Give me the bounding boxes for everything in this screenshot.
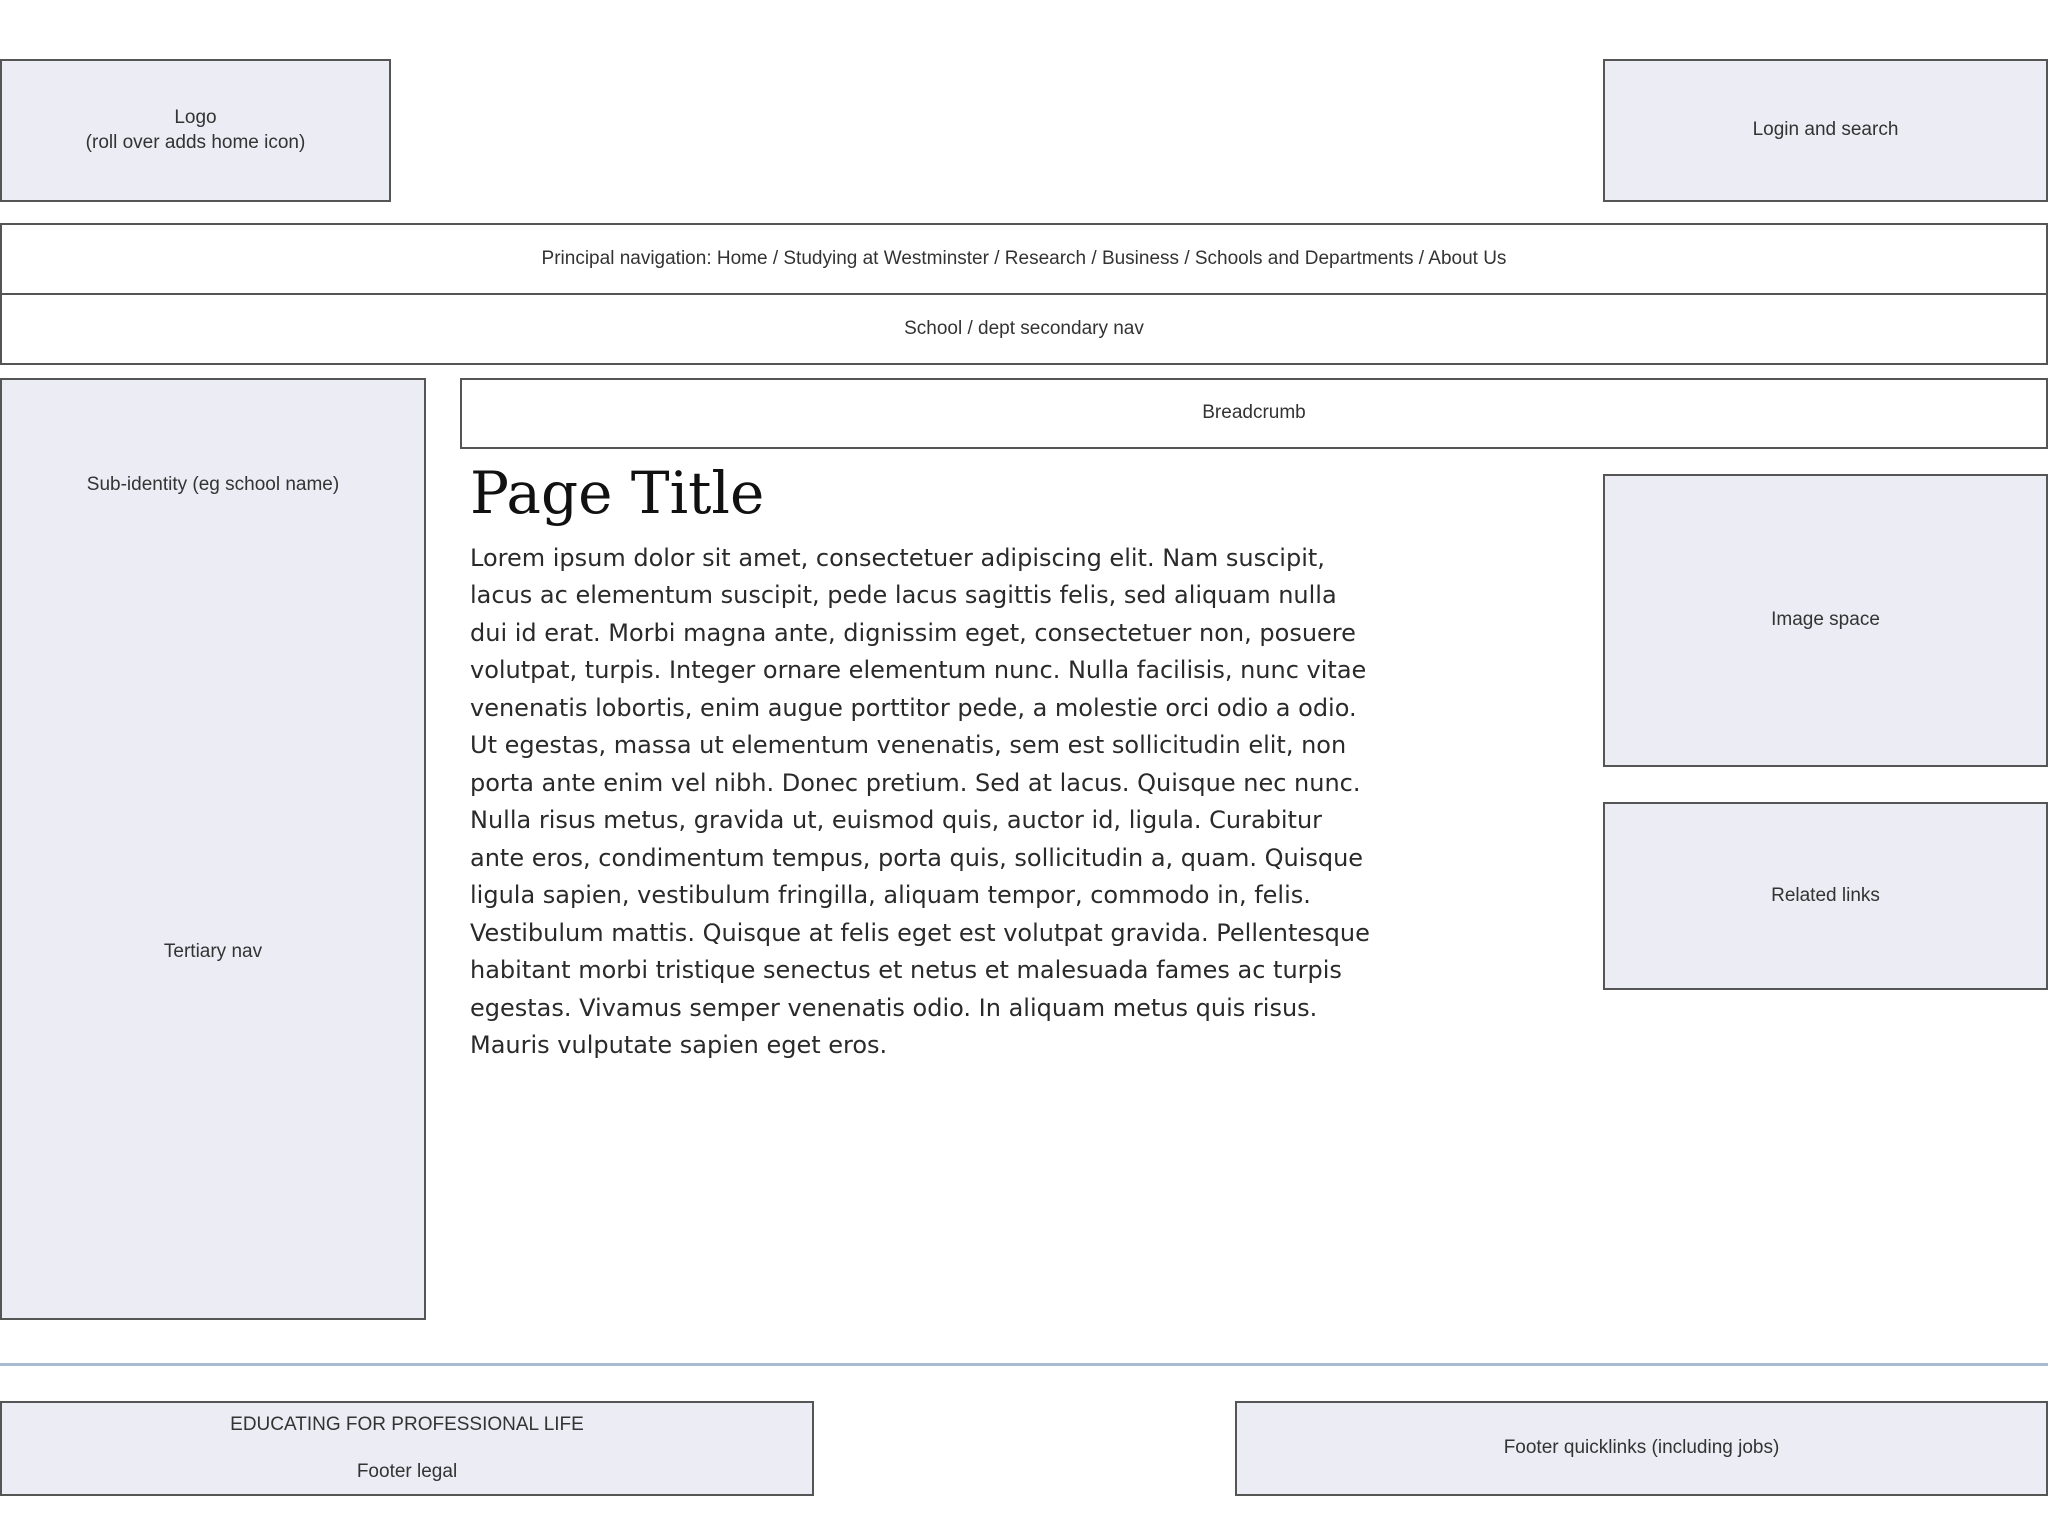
principal-navigation-label: Principal navigation: Home / Studying at Westminster / Research / Business / Schools and Departments / About Us [541,247,1507,269]
logo-label: Logo [174,106,217,128]
footer-divider [0,1363,2048,1366]
footer-quicklinks-placeholder[interactable] [1235,1401,2048,1496]
login-search-placeholder[interactable] [1603,59,2048,202]
secondary-navigation-label: School / dept secondary nav [904,317,1144,339]
footer-legal-placeholder [0,1401,814,1496]
image-space-placeholder [1603,474,2048,767]
principal-navigation[interactable] [0,223,2048,295]
logo-note: (roll over adds home icon) [85,131,306,153]
left-sidebar [0,378,426,1320]
breadcrumb[interactable] [460,378,2048,449]
login-search-label: Login and search [1752,119,1899,141]
tertiary-nav[interactable]: Tertiary nav [163,941,263,962]
sub-identity-label: Sub-identity (eg school name) [86,474,340,495]
logo-placeholder[interactable] [0,59,391,202]
image-space-label: Image space [1771,609,1880,631]
page-title: Page Title [470,459,765,527]
related-links-placeholder[interactable] [1603,802,2048,990]
main-content [470,459,1375,1065]
secondary-navigation[interactable] [0,293,2048,365]
footer-tagline: EDUCATING FOR PROFESSIONAL LIFE [230,1414,584,1435]
footer-quicklinks-label: Footer quicklinks (including jobs) [1503,1437,1780,1459]
breadcrumb-label: Breadcrumb [1202,402,1306,424]
related-links-label: Related links [1771,884,1880,906]
body-text: Lorem ipsum dolor sit amet, consectetuer adipiscing elit. Nam suscipit, lacus ac elementum suscipit, pede lacus sagittis felis, sed aliquam nulla dui id erat. Morbi magna ante, dignissim eget, consectetuer non, posuere volutpat, turpis. Integer ornare elementum nunc. Nulla facilisis, nunc vitae venenatis lobortis, enim augue porttitor pede, a molestie orci odio a odio. Ut egestas, massa ut elementum venenatis, sem est sollicitudin elit, non porta ante enim vel nibh. Donec pretium. Sed at lacus. Quisque nec nunc. Nulla risus metus, gravida ut, euismod quis, auctor id, ligula. Curabitur ante eros, condimentum tempus, porta quis, sollicitudin a, quam. Quisque ligula sapien, vestibulum fringilla, aliquam tempor, commodo in, felis. Vestibulum mattis. Quisque at felis eget est volutpat gravida. Pellentesque habitant morbi tristique senectus et netus et malesuada fames ac turpis egestas. Vivamus semper venenatis odio. In aliquam metus quis risus. Mauris vulputate sapien eget eros. [470,543,1370,1060]
footer-legal-label[interactable]: Footer legal [356,1461,458,1482]
